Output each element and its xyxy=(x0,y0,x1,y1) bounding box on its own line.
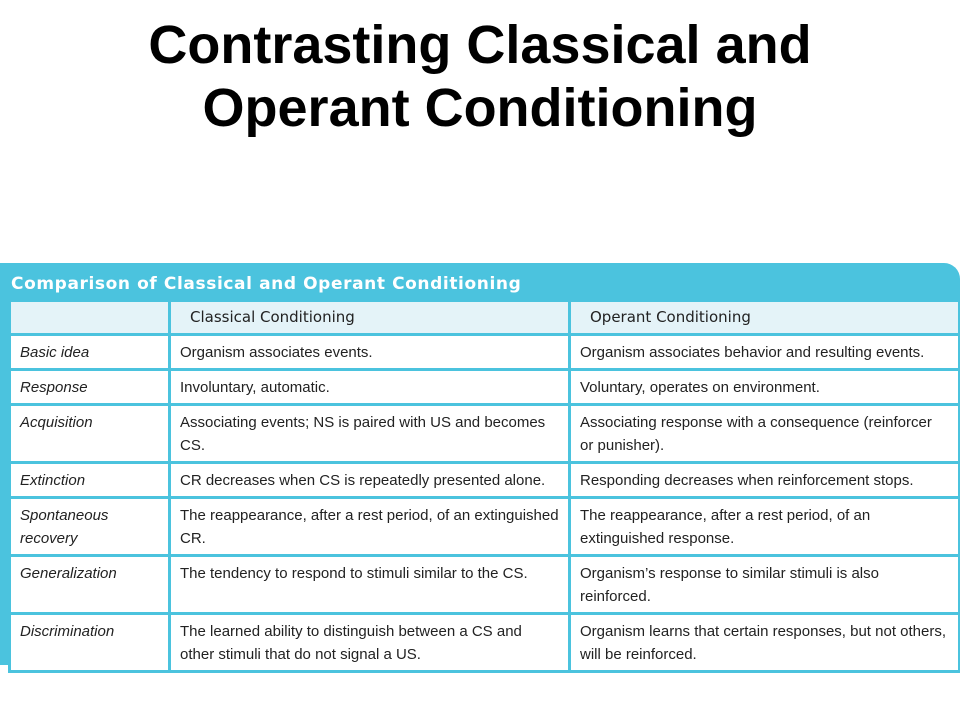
table-row-extinction xyxy=(10,463,960,498)
row-label: Extinction xyxy=(10,463,170,498)
classical-cell: CR decreases when CS is repeatedly presented alone. xyxy=(170,463,570,498)
classical-cell: Involuntary, automatic. xyxy=(170,370,570,405)
classical-cell: The reappearance, after a rest period, of an extinguished CR. xyxy=(170,498,570,556)
classical-cell: Organism associates events. xyxy=(170,335,570,370)
table-row-spontaneous-recovery xyxy=(10,498,960,556)
operant-cell: Voluntary, operates on environment. xyxy=(570,370,960,405)
classical-cell: Associating events; NS is paired with US and becomes CS. xyxy=(170,405,570,463)
slide-title-line-1: Contrasting Classical and xyxy=(148,15,812,75)
row-label: Response xyxy=(10,370,170,405)
operant-cell: Organism associates behavior and resulting events. xyxy=(570,335,960,370)
row-label: Basic idea xyxy=(10,335,170,370)
row-label: Generalization xyxy=(10,556,170,614)
operant-cell: Organism’s response to similar stimuli is also reinforced. xyxy=(570,556,960,614)
column-header-classical: Classical Conditioning xyxy=(170,301,570,335)
slide-title-line-2: Operant Conditioning xyxy=(202,78,758,138)
table-caption: Comparison of Classical and Operant Conditioning xyxy=(11,274,522,294)
column-header-blank xyxy=(10,301,170,335)
operant-cell: Organism learns that certain responses, but not others, will be reinforced. xyxy=(570,614,960,672)
classical-cell: The tendency to respond to stimuli similar to the CS. xyxy=(170,556,570,614)
slide-title xyxy=(0,14,960,140)
classical-cell: The learned ability to distinguish between a CS and other stimuli that do not signal a US. xyxy=(170,614,570,672)
table-row-discrimination xyxy=(10,614,960,672)
column-header-operant: Operant Conditioning xyxy=(570,301,960,335)
operant-cell: The reappearance, after a rest period, of an extinguished response. xyxy=(570,498,960,556)
row-label: Acquisition xyxy=(10,405,170,463)
table-row-acquisition xyxy=(10,405,960,463)
comparison-table xyxy=(8,299,960,673)
row-label: Spontaneous recovery xyxy=(10,498,170,556)
table-header-row xyxy=(10,301,960,335)
operant-cell: Responding decreases when reinforcement stops. xyxy=(570,463,960,498)
row-label: Discrimination xyxy=(10,614,170,672)
table-row-generalization xyxy=(10,556,960,614)
table-row-basic-idea xyxy=(10,335,960,370)
table-row-response xyxy=(10,370,960,405)
operant-cell: Associating response with a consequence (reinforcer or punisher). xyxy=(570,405,960,463)
